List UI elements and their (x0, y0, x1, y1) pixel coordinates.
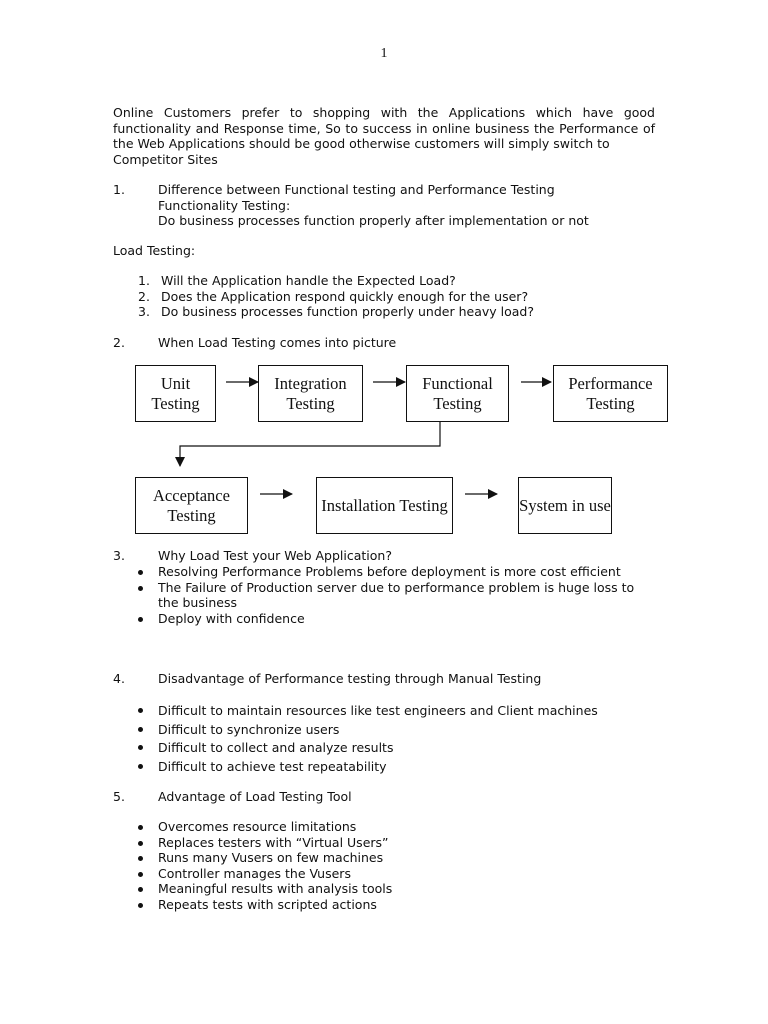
section-4-bullets (138, 702, 658, 776)
section-4-title: Disadvantage of Performance testing through Manual Testing (158, 671, 542, 686)
connector-functional-to-acceptance (180, 422, 440, 466)
intro-last-line: Competitor Sites (113, 151, 218, 167)
load-testing-heading (113, 243, 673, 259)
section-5-bullets (138, 819, 658, 912)
intro-paragraph (113, 105, 655, 167)
unit-testing-box: Unit Testing (135, 365, 216, 422)
section-5-number: 5. (113, 789, 125, 804)
load-testing-list (138, 273, 534, 320)
section-2-title: When Load Testing comes into picture (158, 335, 397, 350)
list-item: 1. Will the Application handle the Expected Load? (138, 273, 456, 288)
list-item: Deploy with confidence (138, 611, 658, 627)
intro-text: Online Customers prefer to shopping with the Applications which have good functionality and Response time, So to success in online business the Performance of the Web Applications should be good otherwise customers will simply switch to (113, 105, 655, 151)
section-3-bullets (138, 564, 658, 626)
integration-testing-box: Integration Testing (258, 365, 363, 422)
section-3 (113, 548, 673, 564)
list-item: Difficult to synchronize users (138, 721, 658, 740)
system-in-use-box: System in use (518, 477, 612, 534)
installation-testing-box: Installation Testing (316, 477, 453, 534)
list-item: 2. Does the Application respond quickly enough for the user? (138, 288, 529, 304)
page-number: 1 (380, 46, 388, 61)
section-1-title: Difference between Functional testing and Performance Testing (158, 182, 555, 197)
section-3-number: 3. (113, 548, 125, 563)
list-item: Controller manages the Vusers (138, 866, 658, 882)
performance-testing-box: Performance Testing (553, 365, 668, 422)
section-4-number: 4. (113, 671, 125, 686)
list-item: Meaningful results with analysis tools (138, 881, 658, 897)
list-item: Replaces testers with “Virtual Users” (138, 835, 658, 851)
section-1-number: 1. (113, 182, 125, 197)
list-item: The Failure of Production server due to performance problem is huge loss to the business (138, 580, 638, 611)
list-item: Runs many Vusers on few machines (138, 850, 658, 866)
section-5-title: Advantage of Load Testing Tool (158, 789, 352, 804)
section-5 (113, 789, 673, 805)
section-4 (113, 671, 673, 687)
list-item: Repeats tests with scripted actions (138, 897, 658, 913)
section-2-number: 2. (113, 335, 125, 350)
section-1 (113, 182, 673, 229)
functionality-heading: Functionality Testing: (158, 197, 291, 213)
functionality-text: Do business processes function properly after implementation or not (158, 213, 589, 228)
functional-testing-box: Functional Testing (406, 365, 509, 422)
list-item: Resolving Performance Problems before deployment is more cost efficient (138, 564, 658, 580)
section-3-title: Why Load Test your Web Application? (158, 548, 392, 563)
list-item: Difficult to achieve test repeatability (138, 758, 658, 777)
list-item: 3. Do business processes function properly under heavy load? (138, 304, 534, 319)
list-item: Overcomes resource limitations (138, 819, 658, 835)
section-2 (113, 335, 673, 351)
list-item: Difficult to collect and analyze results (138, 739, 658, 758)
acceptance-testing-box: Acceptance Testing (135, 477, 248, 534)
list-item: Difficult to maintain resources like test engineers and Client machines (138, 702, 658, 721)
load-testing-heading-text: Load Testing: (113, 243, 196, 258)
